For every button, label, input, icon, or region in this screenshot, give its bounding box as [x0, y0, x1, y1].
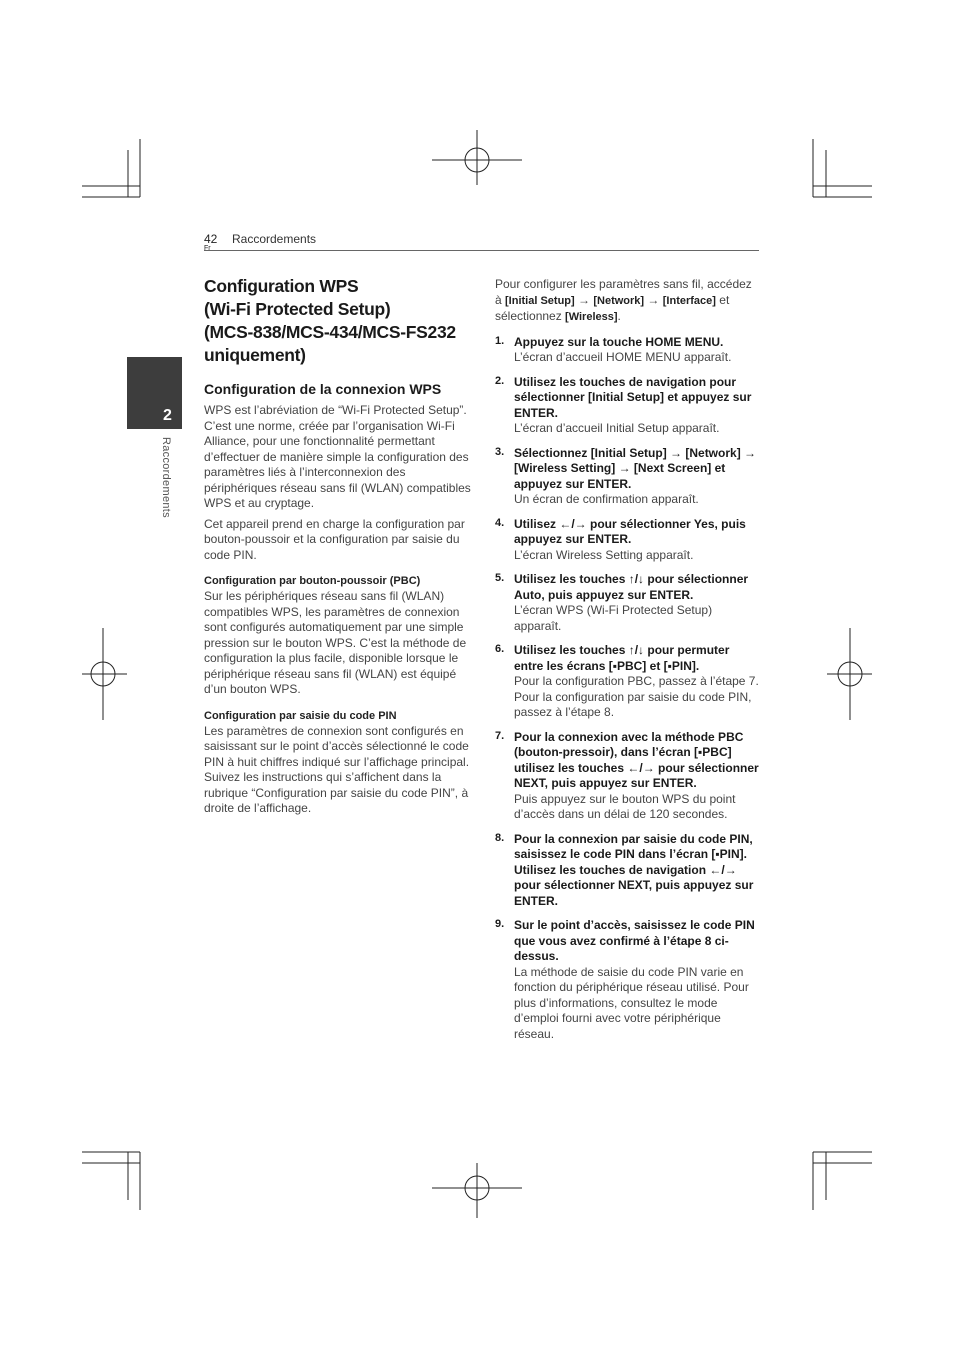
intro-text: et sélectionnez [495, 292, 730, 323]
step-number: 4. [495, 516, 505, 529]
intro-paragraph [495, 277, 761, 326]
page-header [204, 231, 759, 251]
step-note: L’écran WPS (Wi-Fi Protected Setup) apparaît. [514, 603, 713, 633]
step-note: Un écran de confirmation apparaît. [514, 492, 699, 506]
step-instruction: Sur le point d’accès, saisissez le code PIN que vous avez confirmé à l’étape 8 ci-dessus. [514, 918, 755, 963]
page-title [204, 275, 472, 367]
step-instruction: Sélectionnez [Initial Setup] → [Network] → [Wireless Setting] → [Next Screen] et appuyez sur ENTER. [514, 445, 757, 491]
menu-path-wireless: [Wireless] [565, 311, 618, 323]
step-instruction: Pour la connexion par saisie du code PIN, saisissez le code PIN dans l’écran [▪PIN]. Utilisez les touches de navigation ←/→ pour sélectionner NEXT, puis appuyez sur ENTER. [514, 831, 754, 908]
step-number: 9. [495, 918, 505, 930]
pin-heading: Configuration par saisie du code PIN [204, 709, 397, 722]
step-item [495, 446, 761, 508]
step-number: 6. [495, 643, 505, 655]
step-note: Puis appuyez sur le bouton WPS du point d’accès dans un délai de 120 secondes. [514, 791, 736, 821]
title-line: uniquement) [204, 345, 306, 365]
title-line: Configuration WPS [204, 276, 359, 296]
step-item [495, 517, 761, 564]
step-number: 3. [495, 445, 505, 458]
arrow-icon: → [644, 292, 663, 307]
step-instruction: Utilisez ←/→ pour sélectionner Yes, puis appuyez sur ENTER. [514, 516, 746, 546]
pbc-heading: Configuration par bouton-poussoir (PBC) [204, 575, 421, 587]
step-note: L’écran d’accueil Initial Setup apparaît. [514, 421, 720, 435]
chapter-side-label: Raccordements [160, 437, 172, 518]
step-number: 2. [495, 374, 505, 387]
step-note: Pour la configuration PBC, passez à l’étape 7. Pour la configuration par saisie du code PIN, passez à l’étape 8. [514, 674, 759, 719]
language-code: Fr [204, 245, 211, 252]
step-item [495, 730, 761, 823]
steps-list [495, 335, 761, 1043]
arrow-icon: → [574, 292, 594, 307]
step-instruction: Utilisez les touches ↑/↓ pour sélectionner Auto, puis appuyez sur ENTER. [514, 572, 749, 602]
step-instruction: Utilisez les touches ↑/↓ pour permuter entre les écrans [▪PBC] et [▪PIN]. [514, 643, 730, 673]
step-instruction: Pour la connexion avec la méthode PBC (bouton-pressoir), dans l’écran [▪PBC] utilisez les touches ←/→ pour sélectionner NEXT, puis appuyez sur ENTER. [514, 729, 759, 790]
step-item [495, 918, 761, 1042]
step-item [495, 832, 761, 910]
step-number: 1. [495, 334, 505, 347]
step-instruction: Appuyez sur la touche HOME MENU. [514, 334, 724, 349]
pbc-description: Sur les périphériques réseau sans fil (WLAN) compatibles WPS, les paramètres de connexion sont configurés automatiquement par une simple pression sur le bouton WPS. C’est la méthode de configuration la plus facile, disponible lorsque le périphérique réseau sans fil (WLAN) est équipé d’un bouton WPS. [204, 589, 467, 696]
step-item [495, 375, 761, 437]
step-item [495, 335, 761, 366]
menu-path-initial-setup: [Initial Setup] [505, 294, 575, 307]
step-instruction: Utilisez les touches de navigation pour sélectionner [Initial Setup] et appuyez sur ENTER. [514, 374, 752, 420]
step-note: L’écran d’accueil HOME MENU apparaît. [514, 350, 732, 364]
title-line: (Wi-Fi Protected Setup) [204, 299, 391, 319]
chapter-tab [127, 357, 182, 429]
section-heading: Configuration de la connexion WPS [204, 381, 442, 397]
right-column [495, 277, 761, 1051]
menu-path-interface: [Interface] [662, 294, 716, 307]
step-number: 5. [495, 572, 505, 584]
step-item [495, 572, 761, 634]
pin-description: Les paramètres de connexion sont configurés en saisissant sur le point d’accès sélectionné le code PIN à huit chiffres indiqué sur l’affichage principal. Suivez les instructions qui s’affichent dans la rubrique “Configuration par saisie du code PIN”, à droite de l’affichage. [204, 723, 470, 815]
wps-description: WPS est l’abréviation de “Wi-Fi Protected Setup”. C’est une norme, créée par l’organisation Wi-Fi Alliance, pour une fonctionnalité permettant d’effectuer de manière simple la configuration des paramètres liés à l’interconnexion des périphériques réseau sans fil (WLAN) compatibles WPS et au cryptage. [204, 403, 471, 510]
chapter-number: 2 [163, 407, 172, 424]
config-support-paragraph: Cet appareil prend en charge la configuration par bouton-poussoir et la configuration par saisie du code PIN. [204, 516, 465, 562]
menu-path-network: [Network] [593, 294, 645, 307]
step-number: 8. [495, 831, 505, 844]
step-number: 7. [495, 729, 505, 742]
section-title: Raccordements [232, 232, 317, 246]
page-number: 42 [204, 232, 218, 246]
left-column [204, 275, 472, 822]
step-note: L’écran Wireless Setting apparaît. [514, 547, 694, 562]
step-item [495, 643, 761, 721]
step-note: La méthode de saisie du code PIN varie en fonction du périphérique réseau utilisé. Pour plus d’informations, consultez le mode d’emploi fourni avec votre périphérique réseau. [514, 964, 749, 1041]
intro-text: . [617, 309, 621, 323]
title-line: (MCS-838/MCS-434/MCS-FS232 [204, 322, 456, 342]
intro-text: Pour configurer les paramètres sans fil, accédez à [495, 277, 752, 307]
